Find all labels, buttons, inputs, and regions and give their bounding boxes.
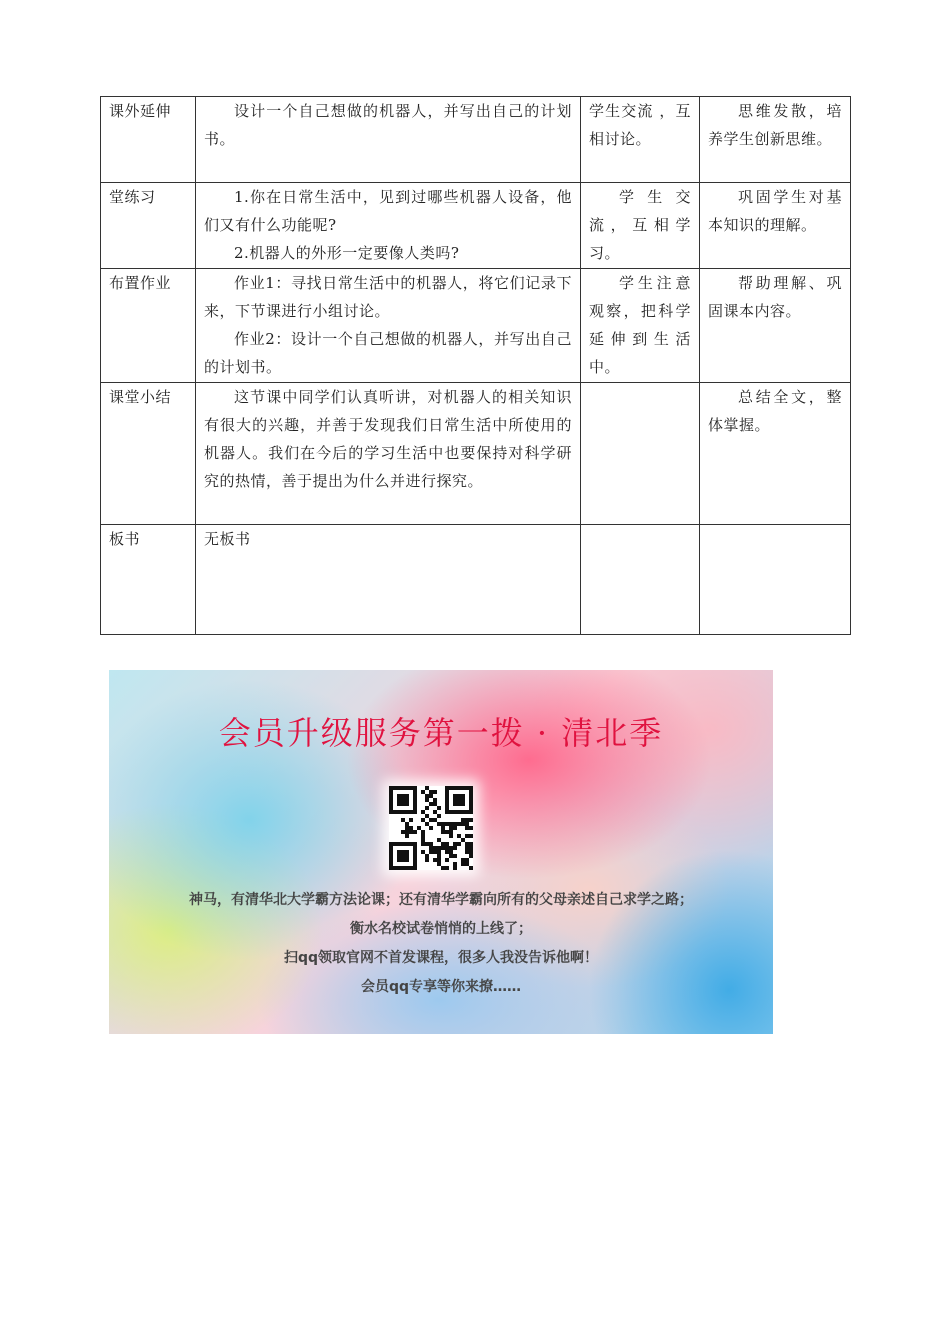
- stage-cell: 板书: [101, 525, 196, 635]
- banner-text: [109, 886, 773, 1002]
- stage-cell: 课外延伸: [101, 97, 196, 183]
- purpose-cell: 帮助理解、巩固课本内容。: [700, 269, 851, 383]
- stage-cell: 堂练习: [101, 183, 196, 269]
- student-activity-cell: 学生交流，互相学习。: [581, 183, 700, 269]
- banner-line: 神马，有清华北大学霸方法论课；还有清华学霸向所有的父母亲述自己求学之路；: [189, 892, 693, 908]
- table-row: [101, 383, 851, 525]
- student-activity-cell: [581, 383, 700, 525]
- content-paragraph: 作业1：寻找日常生活中的机器人，将它们记录下来，下节课进行小组讨论。: [204, 274, 572, 320]
- student-activity-cell: 学生交流 ，互相讨论。: [581, 97, 700, 183]
- student-activity-cell: 学生注意观察，把科学延伸到生活中。: [581, 269, 700, 383]
- content-paragraph: 1.你在日常生活中，见到过哪些机器人设备，他们又有什么功能呢?: [204, 188, 572, 234]
- content-paragraph: 2.机器人的外形一定要像人类吗?: [234, 244, 460, 262]
- content-cell: [196, 383, 581, 525]
- content-cell: [196, 183, 581, 269]
- purpose-cell: 巩固学生对基本知识的理解。: [700, 183, 851, 269]
- table-row: [101, 183, 851, 269]
- banner-line: 扫qq领取官网不首发课程，很多人我没告诉他啊！: [283, 950, 599, 966]
- content-paragraph: 这节课中同学们认真听讲，对机器人的相关知识有很大的兴趣，并善于发现我们日常生活中所使用的机器人。我们在今后的学习生活中也要保持对科学研究的热情，善于提出为什么并进行探究。: [204, 388, 572, 490]
- table-row: [101, 269, 851, 383]
- content-cell: [196, 97, 581, 183]
- lesson-plan-table: [100, 96, 851, 635]
- content-cell: 无板书: [196, 525, 581, 635]
- content-cell: [196, 269, 581, 383]
- content-paragraph: 作业2：设计一个自己想做的机器人，并写出自己的计划书。: [204, 330, 572, 376]
- table-row: [101, 525, 851, 635]
- promo-banner[interactable]: [109, 670, 773, 1034]
- content-paragraph: 设计一个自己想做的机器人，并写出自己的计划书。: [204, 102, 572, 148]
- purpose-cell: 总结全文，整体掌握。: [700, 383, 851, 525]
- qr-code-icon[interactable]: [389, 786, 473, 870]
- banner-line: 衡水名校试卷悄悄的上线了；: [350, 921, 532, 937]
- table-row: [101, 97, 851, 183]
- stage-cell: 课堂小结: [101, 383, 196, 525]
- student-activity-cell: [581, 525, 700, 635]
- purpose-cell: [700, 525, 851, 635]
- banner-title: 会员升级服务第一拨 · 清北季: [218, 714, 664, 752]
- banner-line: 会员qq专享等你来撩……: [360, 979, 522, 995]
- purpose-cell: 思维发散，培养学生创新思维。: [700, 97, 851, 183]
- stage-cell: 布置作业: [101, 269, 196, 383]
